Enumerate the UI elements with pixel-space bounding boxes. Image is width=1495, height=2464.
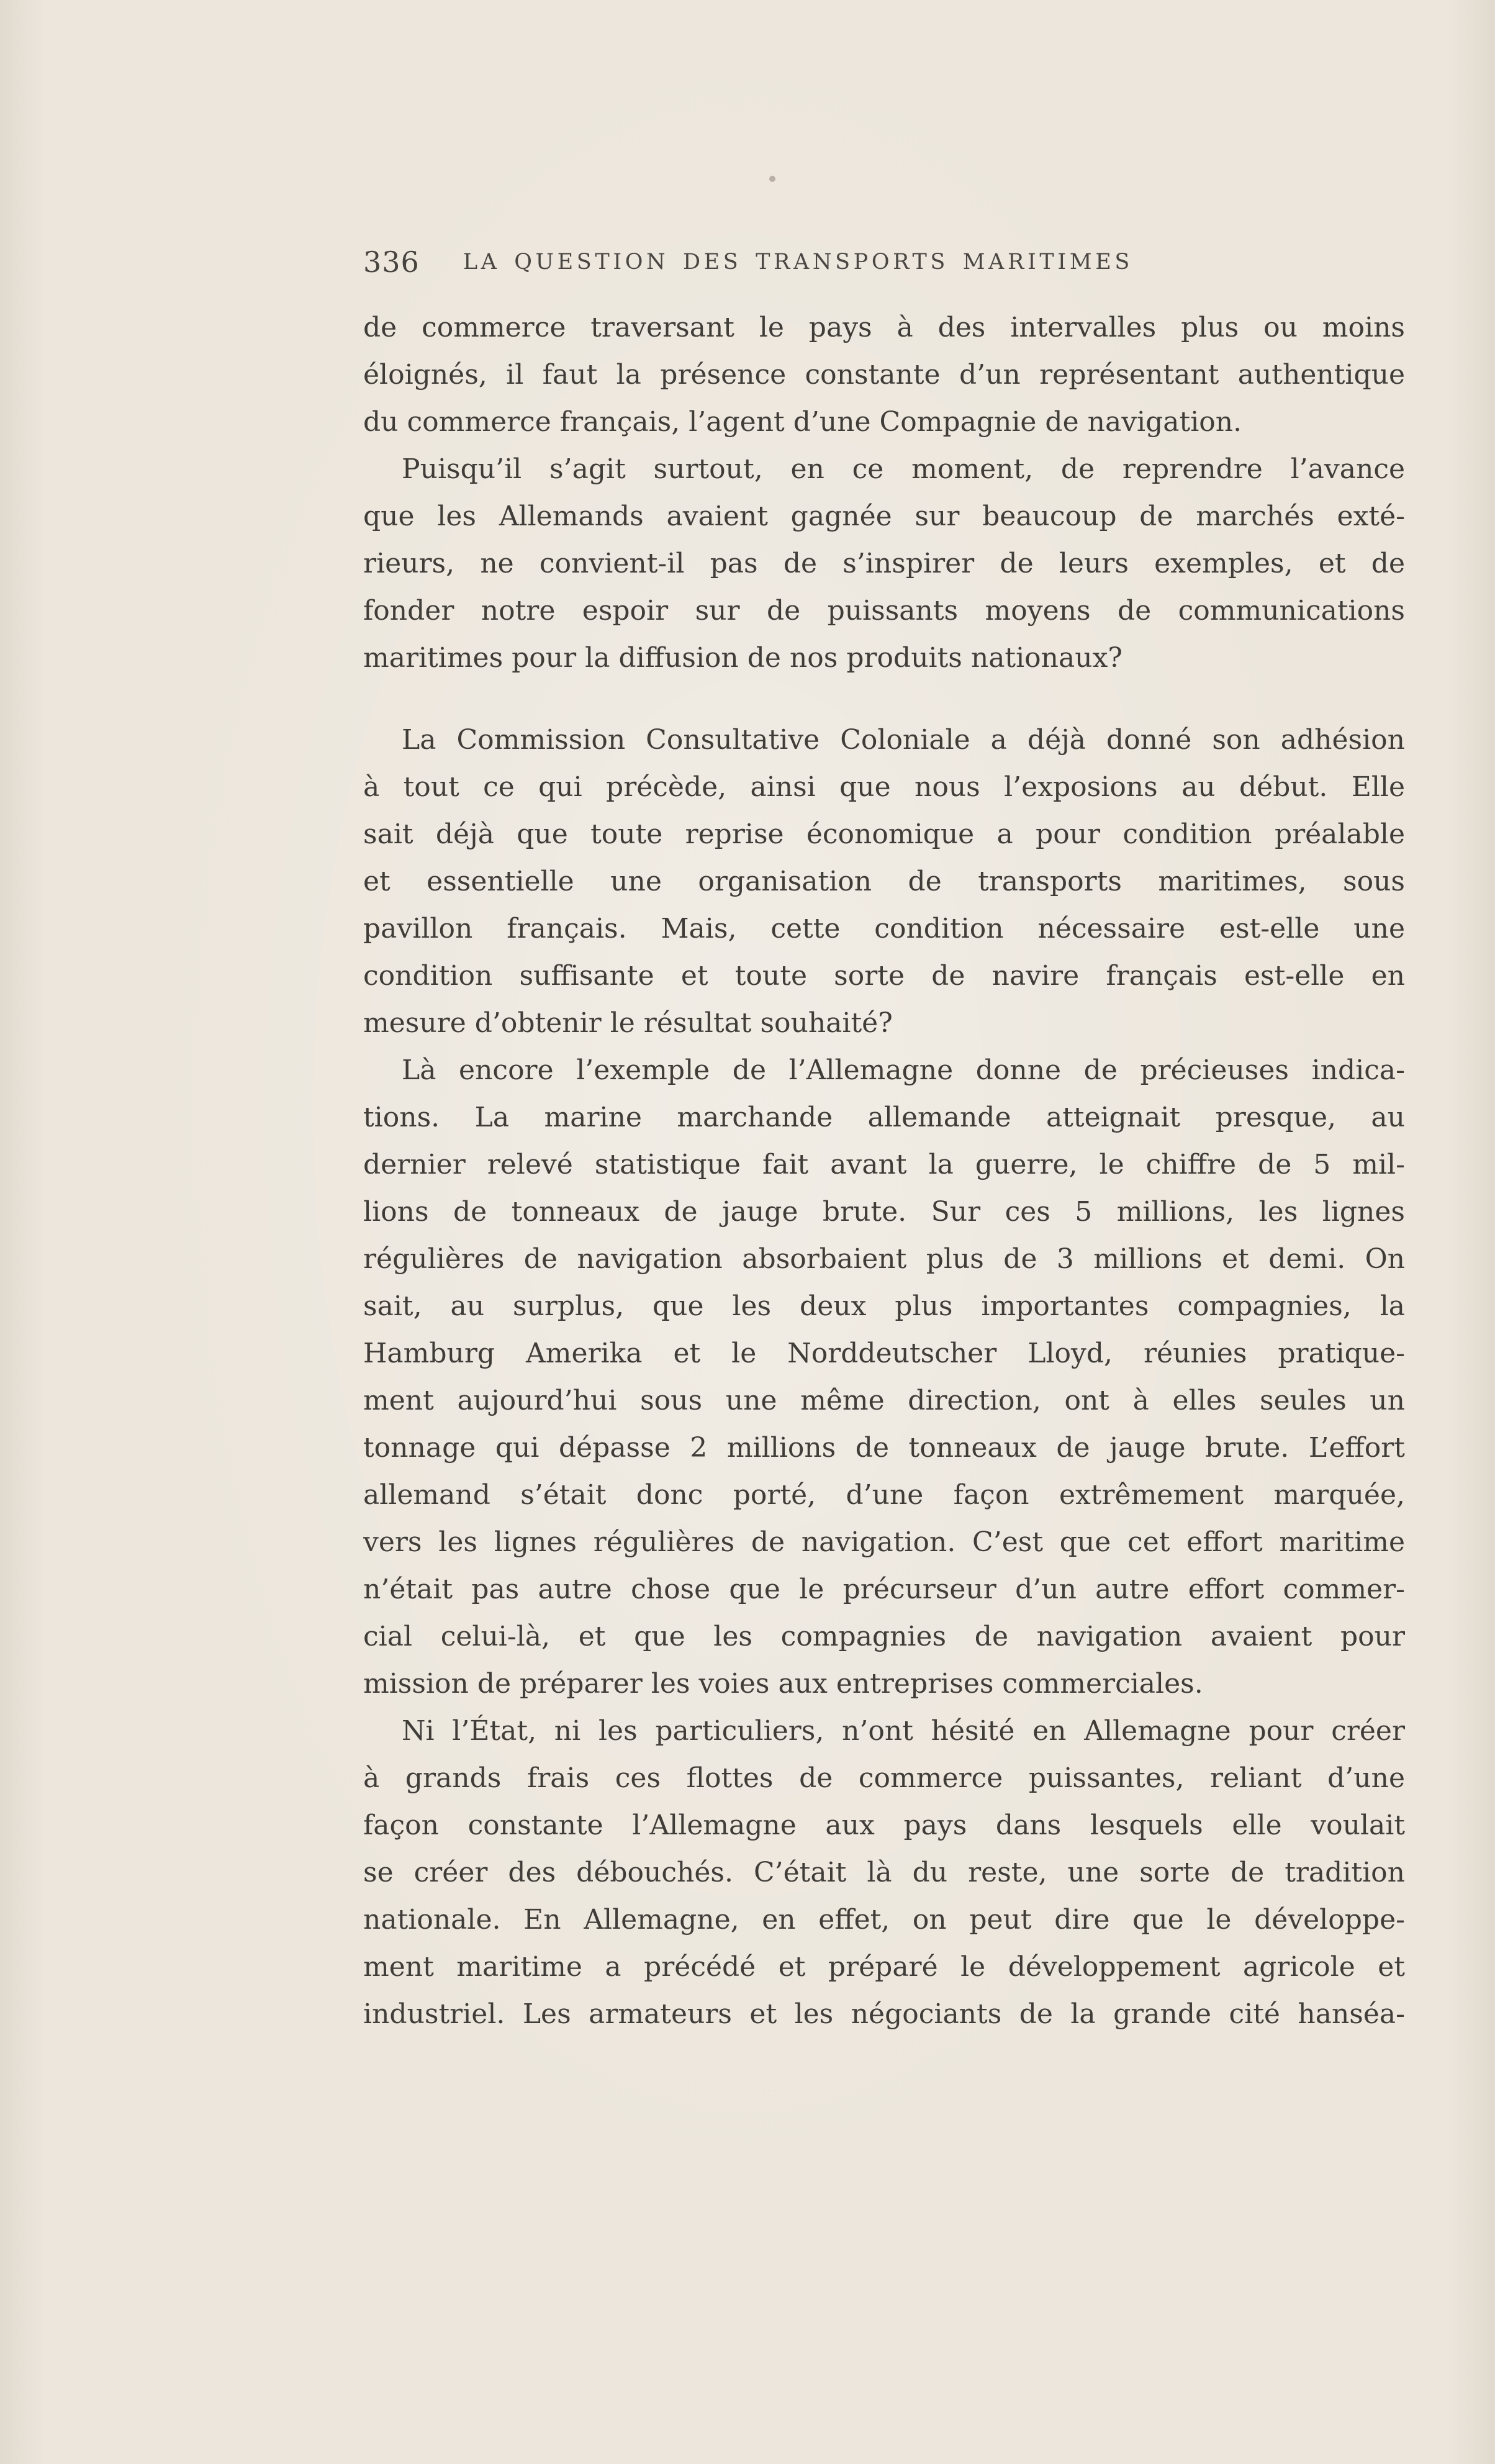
text-line: et essentielle une organisation de transports maritimes, sous [363,866,1405,897]
text-line: Puisqu’il s’agit surtout, en ce moment, de reprendre l’avance [402,453,1405,485]
body-text [363,304,1405,2038]
text-line: condition suffisante et toute sorte de navire français est-elle en [363,960,1405,992]
text-line: nationale. En Allemagne, en effet, on peut dire que le développe- [363,1904,1405,1936]
page-header [363,243,1405,281]
text-line: du commerce français, l’agent d’une Compagnie de navigation. [363,406,1242,438]
text-line: ment aujourd’hui sous une même direction, ont à elles seules un [363,1385,1405,1416]
text-line: pavillon français. Mais, cette condition nécessaire est-elle une [363,913,1405,944]
text-line: Là encore l’exemple de l’Allemagne donne de précieuses indica- [402,1054,1405,1086]
text-line: sait, au surplus, que les deux plus importantes compagnies, la [363,1290,1405,1322]
text-line: La Commission Consultative Coloniale a déjà donné son adhésion [402,724,1405,756]
text-line: tions. La marine marchande allemande atteignait presque, au [363,1102,1405,1133]
text-line: industriel. Les armateurs et les négociants de la grande cité hanséa- [363,1998,1405,2030]
text-line: lions de tonneaux de jauge brute. Sur ces 5 millions, les lignes [363,1196,1405,1228]
text-line: mesure d’obtenir le résultat souhaité? [363,1007,893,1039]
text-line: façon constante l’Allemagne aux pays dans lesquels elle voulait [363,1810,1405,1841]
print-mark [769,176,775,182]
running-title: LA QUESTION DES TRANSPORTS MARITIMES [463,250,1133,274]
text-line: éloignés, il faut la présence constante d’un représentant authentique [363,359,1405,391]
text-line: mission de préparer les voies aux entreprises commerciales. [363,1668,1203,1700]
text-line: Hamburg Amerika et le Norddeutscher Lloyd, réunies pratique- [363,1338,1405,1369]
text-line: n’était pas autre chose que le précurseur d’un autre effort commer- [363,1574,1405,1605]
text-line: régulières de navigation absorbaient plus de 3 millions et demi. On [363,1243,1405,1275]
text-line: sait déjà que toute reprise économique a pour condition préalable [363,818,1405,850]
text-line: à grands frais ces flottes de commerce puissantes, reliant d’une [363,1762,1405,1794]
text-line: à tout ce qui précède, ainsi que nous l’exposions au début. Elle [363,771,1405,803]
text-line: de commerce traversant le pays à des intervalles plus ou moins [363,312,1405,343]
text-line: fonder notre espoir sur de puissants moyens de communications [363,595,1405,627]
paragraph-1 [363,304,1405,446]
text-line: maritimes pour la diffusion de nos produits nationaux? [363,642,1122,674]
text-line: Ni l’État, ni les particuliers, n’ont hésité en Allemagne pour créer [402,1715,1405,1747]
text-line: dernier relevé statistique fait avant la guerre, le chiffre de 5 mil- [363,1149,1405,1180]
text-line: ment maritime a précédé et préparé le développement agricole et [363,1951,1405,1983]
text-line: tonnage qui dépasse 2 millions de tonneaux de jauge brute. L’effort [363,1432,1405,1464]
text-line: que les Allemands avaient gagnée sur beaucoup de marchés exté- [363,500,1405,532]
text-line: cial celui-là, et que les compagnies de navigation avaient pour [363,1621,1405,1652]
text-line: allemand s’était donc porté, d’une façon extrêmement marquée, [363,1479,1405,1511]
text-line: rieurs, ne convient-il pas de s’inspirer de leurs exemples, et de [363,548,1405,579]
page-number: 336 [363,245,420,279]
text-line: vers les lignes régulières de navigation. C’est que cet effort maritime [363,1526,1405,1558]
paragraph-3 [363,717,1405,1047]
paragraph-4 [363,1047,1405,1708]
paragraph-5 [363,1708,1405,2038]
text-line: se créer des débouchés. C’était là du reste, une sorte de tradition [363,1857,1405,1888]
paragraph-spacer [363,682,1405,717]
paragraph-2 [363,446,1405,682]
